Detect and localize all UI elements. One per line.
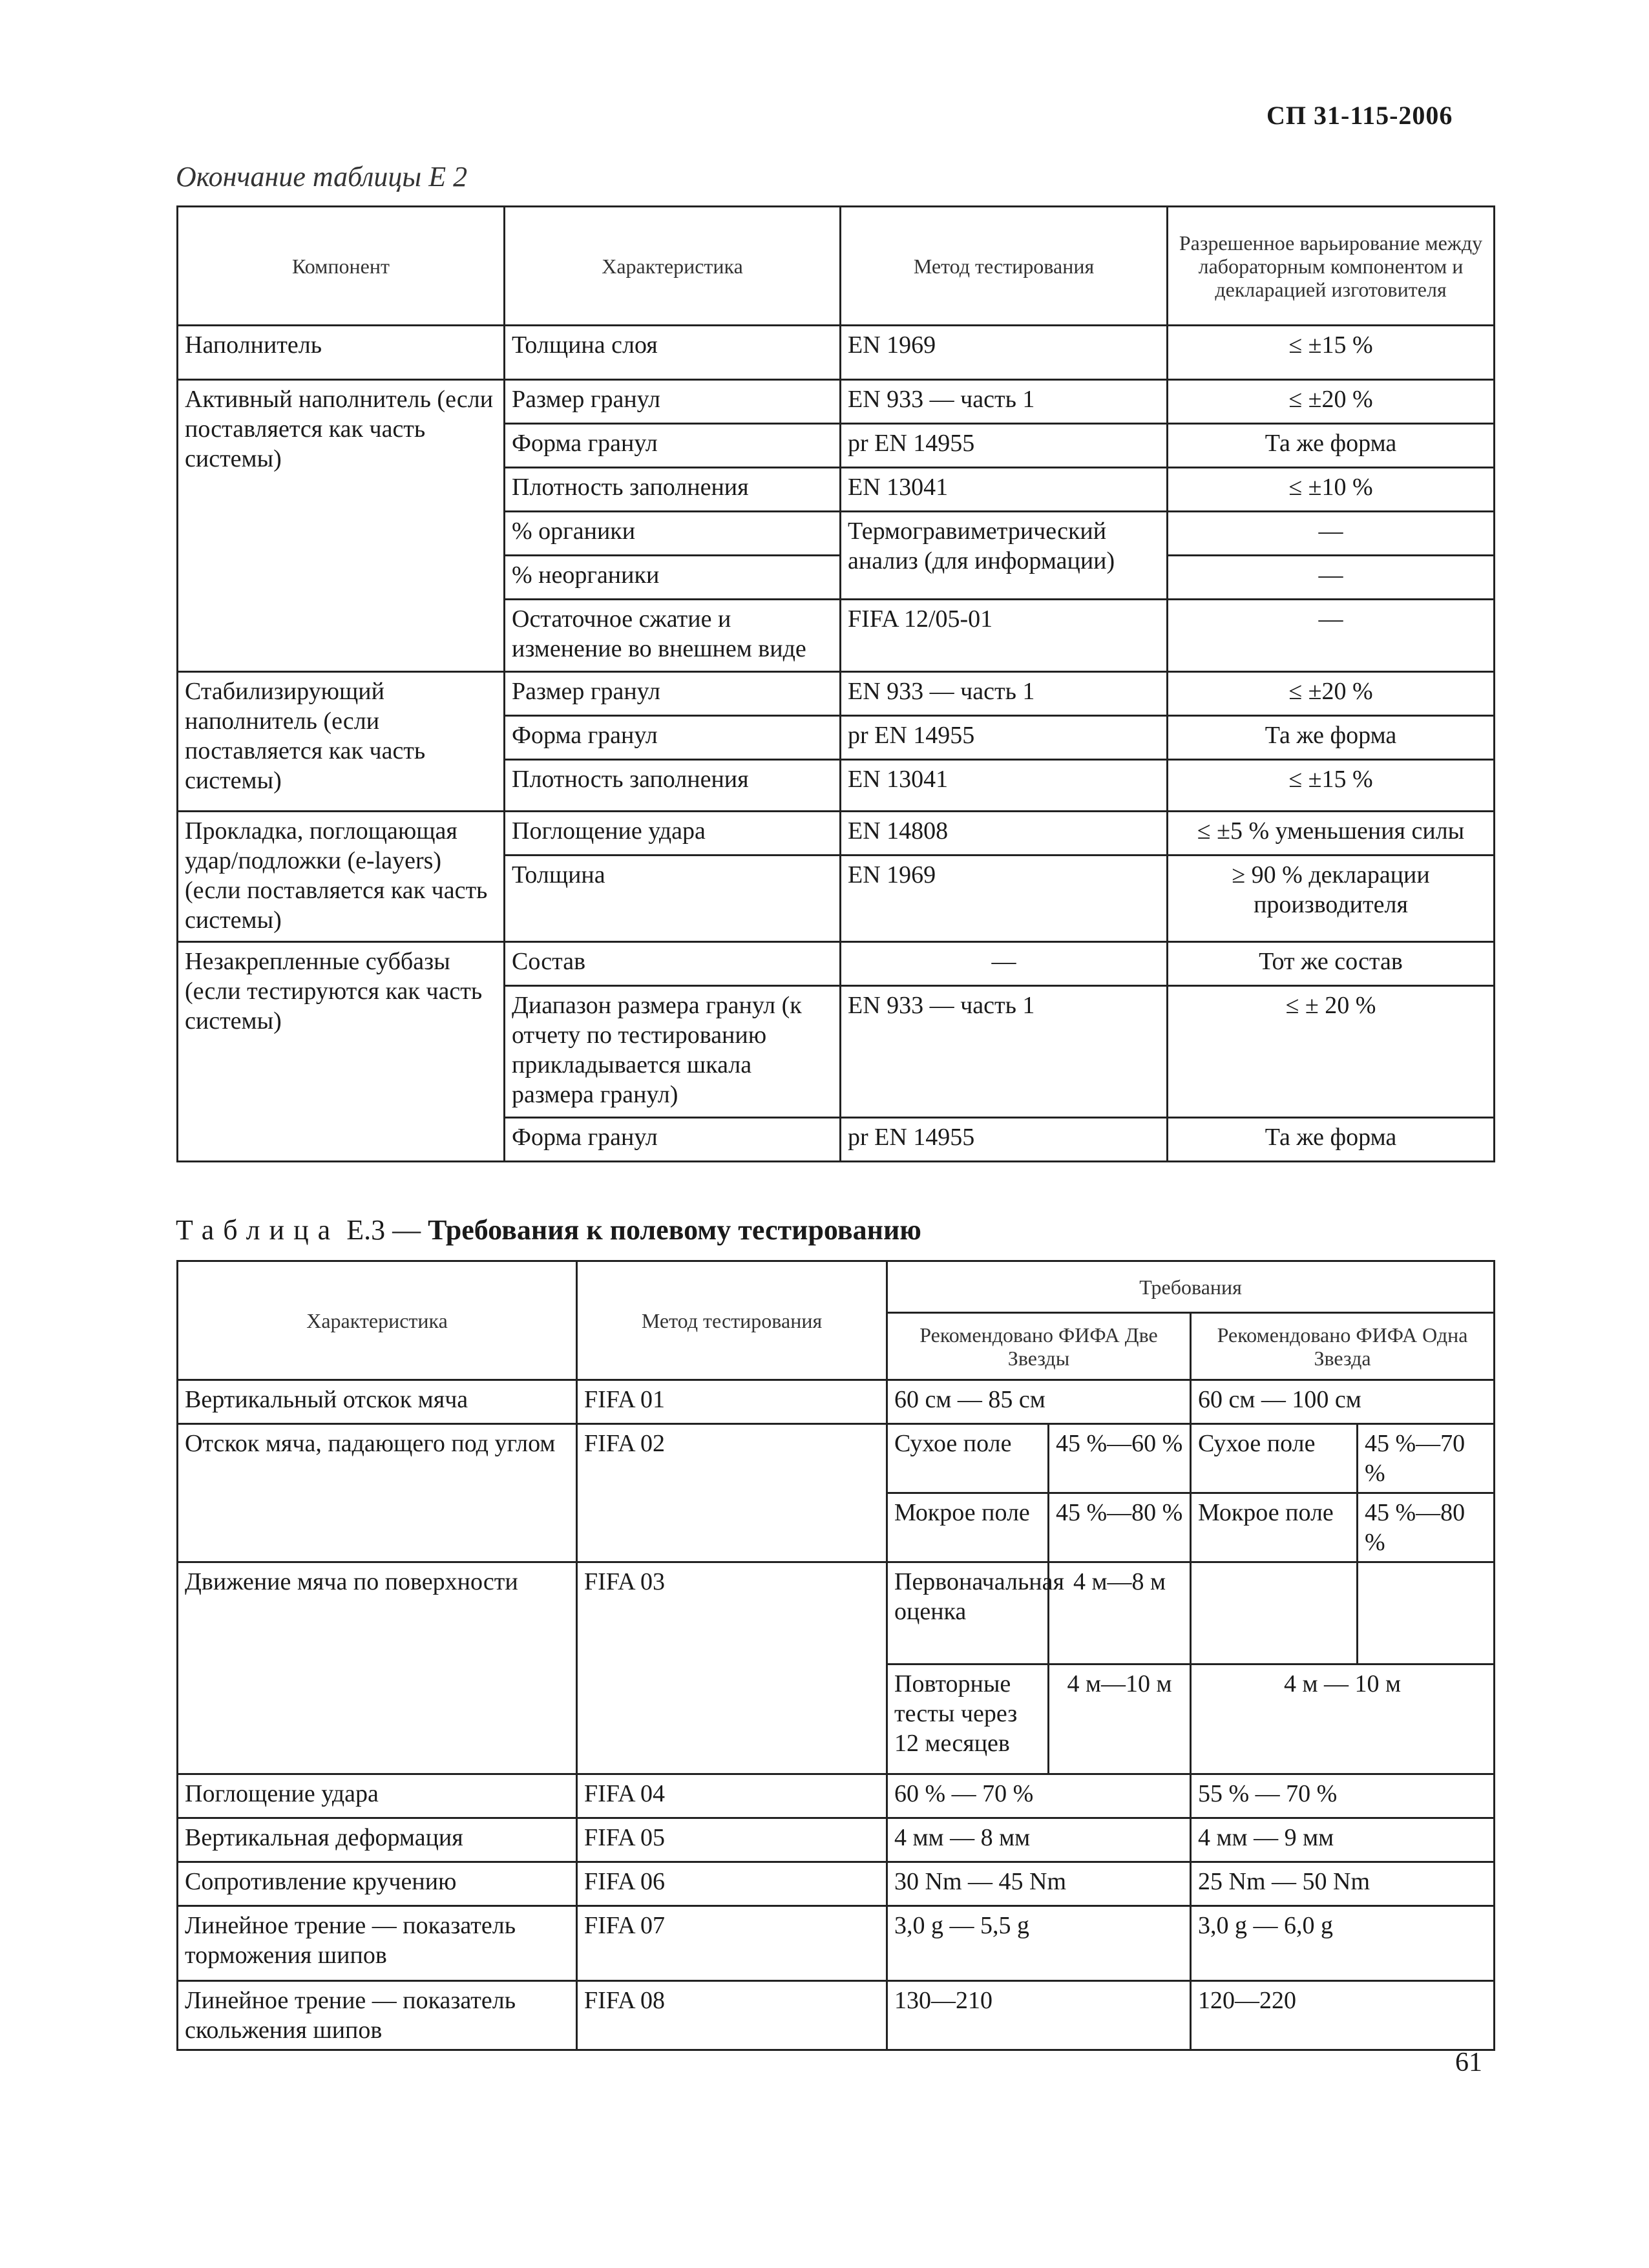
table-row xyxy=(178,942,1495,986)
method-cell: — xyxy=(841,942,1168,986)
variation-cell: — xyxy=(1168,600,1495,672)
table-e2-caption: Окончание таблицы Е 2 xyxy=(176,161,468,193)
field-condition-cell: Сухое поле xyxy=(1191,1424,1358,1493)
table-row xyxy=(178,326,1495,380)
header-component: Компонент xyxy=(178,207,505,326)
one-star-cell xyxy=(1191,1562,1358,1664)
two-stars-cell: 3,0 g — 5,5 g xyxy=(887,1906,1191,1981)
characteristic-cell: Форма гранул xyxy=(505,424,841,468)
characteristic-cell: Поглощение удара xyxy=(505,812,841,856)
header-requirements: Требования xyxy=(887,1261,1495,1313)
characteristic-cell: Состав xyxy=(505,942,841,986)
method-cell: pr EN 14955 xyxy=(841,716,1168,760)
characteristic-cell: Остаточное сжатие и изменение во внешнем виде xyxy=(505,600,841,672)
method-cell: EN 1969 xyxy=(841,856,1168,942)
method-cell: FIFA 06 xyxy=(577,1862,887,1906)
component-cell: Стабилизирующий наполнитель (если поставляется как часть системы) xyxy=(178,672,505,812)
one-star-cell: 4 мм — 9 мм xyxy=(1191,1818,1495,1862)
method-cell: EN 933 — часть 1 xyxy=(841,986,1168,1118)
variation-cell: Та же форма xyxy=(1168,424,1495,468)
one-star-cell: 120—220 xyxy=(1191,1981,1495,2050)
table-row xyxy=(178,1862,1495,1906)
one-star-cell: 25 Nm — 50 Nm xyxy=(1191,1862,1495,1906)
table-row xyxy=(178,1380,1495,1424)
variation-cell: — xyxy=(1168,556,1495,600)
variation-cell: ≤ ± 20 % xyxy=(1168,986,1495,1118)
table-e2 xyxy=(176,205,1495,1162)
variation-cell: ≤ ±20 % xyxy=(1168,380,1495,424)
component-cell: Активный наполнитель (если поставляется как часть системы) xyxy=(178,380,505,672)
document-code: СП 31-115-2006 xyxy=(1266,101,1453,130)
variation-cell: ≤ ±15 % xyxy=(1168,326,1495,380)
method-cell: EN 933 — часть 1 xyxy=(841,672,1168,716)
field-condition-cell: Сухое поле xyxy=(887,1424,1049,1493)
component-cell: Прокладка, поглощающая удар/подложки (e-layers) (если поставляется как часть системы) xyxy=(178,812,505,942)
characteristic-cell: Форма гранул xyxy=(505,1118,841,1162)
header-test-method: Метод тестирования xyxy=(841,207,1168,326)
variation-cell: ≤ ±5 % уменьшения силы xyxy=(1168,812,1495,856)
characteristic-cell: % органики xyxy=(505,512,841,556)
method-cell: FIFA 01 xyxy=(577,1380,887,1424)
method-cell: EN 933 — часть 1 xyxy=(841,380,1168,424)
method-cell: Термогравиметрический анализ (для информации) xyxy=(841,512,1168,600)
one-star-cell: 4 м — 10 м xyxy=(1191,1664,1495,1774)
characteristic-cell: Движение мяча по поверхности xyxy=(178,1562,577,1774)
variation-cell: Тот же состав xyxy=(1168,942,1495,986)
characteristic-cell: Отскок мяча, падающего под углом xyxy=(178,1424,577,1562)
method-cell: FIFA 05 xyxy=(577,1818,887,1862)
table-row xyxy=(178,380,1495,424)
one-star-cell: 55 % — 70 % xyxy=(1191,1774,1495,1818)
two-stars-cell: 130—210 xyxy=(887,1981,1191,2050)
method-cell: pr EN 14955 xyxy=(841,424,1168,468)
characteristic-cell: Вертикальный отскок мяча xyxy=(178,1380,577,1424)
two-stars-cell: 4 м—10 м xyxy=(1049,1664,1191,1774)
method-cell: FIFA 07 xyxy=(577,1906,887,1981)
test-stage-cell: Повторные тесты через 12 месяцев xyxy=(887,1664,1049,1774)
characteristic-cell: Линейное трение — показатель торможения шипов xyxy=(178,1906,577,1981)
header-two-stars: Рекомендовано ФИФА Две Звезды xyxy=(887,1313,1191,1380)
component-cell: Незакрепленные суббазы (если тестируются как часть системы) xyxy=(178,942,505,1162)
characteristic-cell: Размер гранул xyxy=(505,380,841,424)
header-test-method: Метод тестирования xyxy=(577,1261,887,1380)
variation-cell: ≤ ±20 % xyxy=(1168,672,1495,716)
one-star-cell xyxy=(1358,1562,1495,1664)
page-number: 61 xyxy=(1455,2048,1482,2077)
characteristic-cell: Плотность заполнения xyxy=(505,468,841,512)
caption-number: Е.3 — xyxy=(346,1214,421,1246)
method-cell: FIFA 08 xyxy=(577,1981,887,2050)
one-star-cell: 60 см — 100 см xyxy=(1191,1380,1495,1424)
variation-cell: ≥ 90 % декларации производителя xyxy=(1168,856,1495,942)
table-row xyxy=(178,1981,1495,2050)
one-star-cell: 3,0 g — 6,0 g xyxy=(1191,1906,1495,1981)
method-cell: EN 13041 xyxy=(841,468,1168,512)
field-condition-cell: Мокрое поле xyxy=(1191,1493,1358,1562)
method-cell: EN 13041 xyxy=(841,760,1168,812)
one-star-cell: 45 %—70 % xyxy=(1358,1424,1495,1493)
two-stars-cell: 4 м—8 м xyxy=(1049,1562,1191,1664)
header-characteristic: Характеристика xyxy=(178,1261,577,1380)
field-condition-cell: Мокрое поле xyxy=(887,1493,1049,1562)
characteristic-cell: % неорганики xyxy=(505,556,841,600)
table-row xyxy=(178,1906,1495,1981)
table-e3-caption xyxy=(176,1213,921,1246)
variation-cell: Та же форма xyxy=(1168,716,1495,760)
table-row xyxy=(178,812,1495,856)
two-stars-cell: 60 % — 70 % xyxy=(887,1774,1191,1818)
caption-prefix: Таблица xyxy=(176,1214,340,1246)
characteristic-cell: Форма гранул xyxy=(505,716,841,760)
header-characteristic: Характеристика xyxy=(505,207,841,326)
header-allowed-variation: Разрешенное варьирование между лабораторным компонентом и декларацией изготовителя xyxy=(1168,207,1495,326)
two-stars-cell: 45 %—60 % xyxy=(1049,1424,1191,1493)
component-cell: Наполнитель xyxy=(178,326,505,380)
header-one-star: Рекомендовано ФИФА Одна Звезда xyxy=(1191,1313,1495,1380)
characteristic-cell: Диапазон размера гранул (к отчету по тестированию прикладывается шкала размера гранул) xyxy=(505,986,841,1118)
two-stars-cell: 45 %—80 % xyxy=(1049,1493,1191,1562)
method-cell: FIFA 02 xyxy=(577,1424,887,1562)
caption-title: Требования к полевому тестированию xyxy=(428,1214,921,1246)
table-row xyxy=(178,1774,1495,1818)
characteristic-cell: Толщина слоя xyxy=(505,326,841,380)
method-cell: FIFA 12/05-01 xyxy=(841,600,1168,672)
characteristic-cell: Плотность заполнения xyxy=(505,760,841,812)
characteristic-cell: Поглощение удара xyxy=(178,1774,577,1818)
characteristic-cell: Толщина xyxy=(505,856,841,942)
table-row xyxy=(178,1818,1495,1862)
two-stars-cell: 4 мм — 8 мм xyxy=(887,1818,1191,1862)
method-cell: FIFA 04 xyxy=(577,1774,887,1818)
characteristic-cell: Сопротивление кручению xyxy=(178,1862,577,1906)
method-cell: EN 14808 xyxy=(841,812,1168,856)
method-cell: FIFA 03 xyxy=(577,1562,887,1774)
variation-cell: ≤ ±10 % xyxy=(1168,468,1495,512)
variation-cell: ≤ ±15 % xyxy=(1168,760,1495,812)
characteristic-cell: Вертикальная деформация xyxy=(178,1818,577,1862)
variation-cell: — xyxy=(1168,512,1495,556)
table-row xyxy=(178,1424,1495,1493)
method-cell: pr EN 14955 xyxy=(841,1118,1168,1162)
table-e3 xyxy=(176,1260,1495,2051)
one-star-cell: 45 %—80 % xyxy=(1358,1493,1495,1562)
table-row xyxy=(178,1562,1495,1664)
variation-cell: Та же форма xyxy=(1168,1118,1495,1162)
table-row xyxy=(178,672,1495,716)
two-stars-cell: 60 см — 85 см xyxy=(887,1380,1191,1424)
two-stars-cell: 30 Nm — 45 Nm xyxy=(887,1862,1191,1906)
method-cell: EN 1969 xyxy=(841,326,1168,380)
characteristic-cell: Размер гранул xyxy=(505,672,841,716)
test-stage-cell: Первоначальная оценка xyxy=(887,1562,1049,1664)
characteristic-cell: Линейное трение — показатель скольжения шипов xyxy=(178,1981,577,2050)
